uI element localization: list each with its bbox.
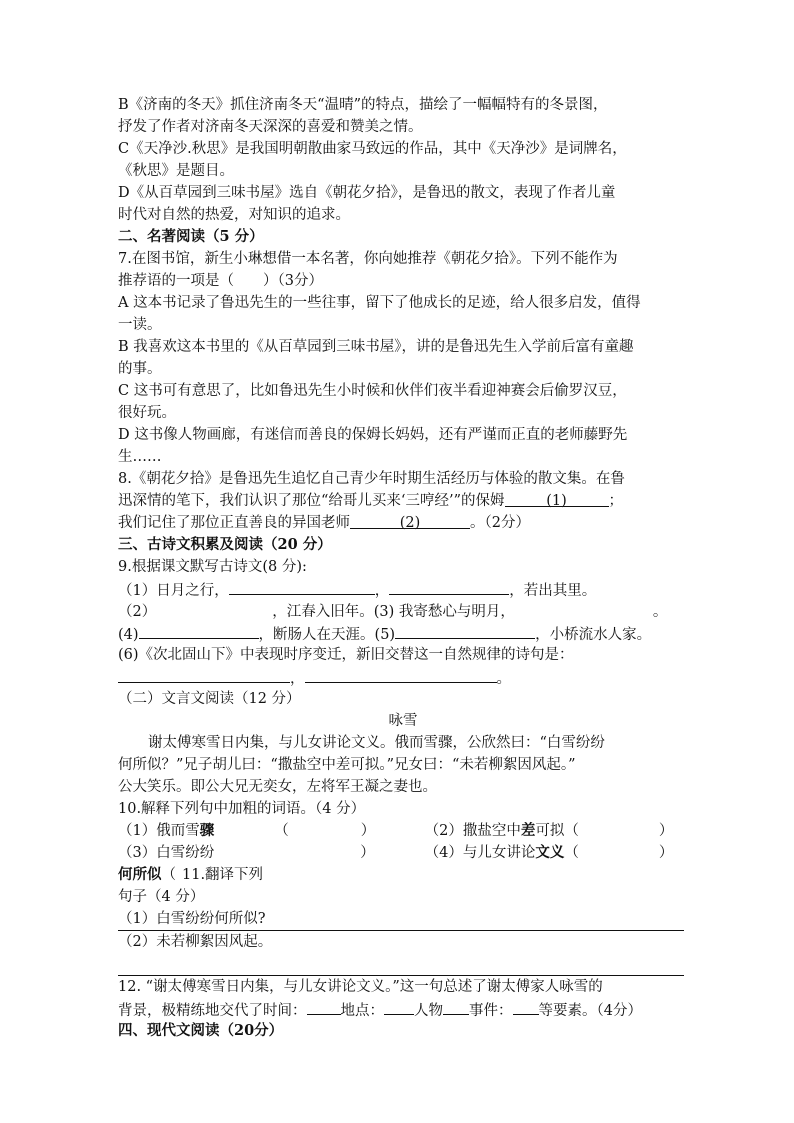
- q12-blank-people[interactable]: [443, 998, 469, 1015]
- q8-blank-2[interactable]: (2): [350, 512, 470, 529]
- q9-blank-3[interactable]: [156, 600, 272, 616]
- section-3-title: 三、古诗文积累及阅读（20 分）: [118, 536, 332, 553]
- q9-blank-6[interactable]: [395, 622, 535, 639]
- q12-blank-time[interactable]: [307, 998, 341, 1015]
- q7-a-line2: 一读。: [118, 317, 162, 333]
- q8-line3: 我们记住了那位正直善良的异国老师 (2) 。（2分）: [118, 512, 688, 534]
- q10-bold-word-4: 文义: [535, 844, 565, 861]
- option-d-line2: 时代对自然的热爱，对知识的追求。: [118, 207, 350, 223]
- q10-bold-word-1: 骤: [199, 822, 215, 839]
- q7-c-line1: C 这书可有意思了，比如鲁迅先生小时候和伙伴们夜半看迎神赛会后偷罗汉豆，: [118, 383, 627, 399]
- exam-page: [118, 94, 688, 1042]
- q11-sentence-2: （2）未若柳絮因风起。: [118, 934, 273, 950]
- q7-c-line2: 很好玩。: [118, 405, 176, 421]
- q11-answer-line[interactable]: [118, 953, 684, 976]
- q10-row1: （1）俄而雪骤 （ ） （2）撒盐空中差可拟（ ）: [118, 822, 674, 839]
- q11-line1: 句子（4 分）: [118, 889, 205, 905]
- q10-row2: （3）白雪纷纷 ） （4）与儿女讲论文义（ ）: [118, 844, 674, 861]
- q9-line1: （1）日月之行， ， ，若出其里。: [118, 578, 688, 600]
- q9-line2: （2） ，江春入旧年。(3) 我寄愁心与明月， 。: [118, 600, 688, 622]
- subsection-2-title: （二）文言文阅读（12 分）: [118, 691, 301, 707]
- q10-title: 10.解释下列句中加粗的词语。（4 分）: [118, 801, 366, 817]
- q8-line2: 迅深情的笔下，我们认识了那位“给哥儿买来‘三哼经’”的保姆 (1) ；: [118, 490, 688, 512]
- q12-line1: 12. “谢太傅寒雪日内集，与儿女讲论文义。”这一句总述了谢太傅家人咏雪的: [118, 979, 603, 995]
- q9-blank-2[interactable]: [389, 578, 509, 595]
- passage-line3: 公大笑乐。即公大兄无奕女，左将军王凝之妻也。: [118, 779, 437, 795]
- passage-line2: 何所似？”兄子胡儿曰：“撒盐空中差可拟。”兄女曰：“未若柳絮因风起。”: [118, 757, 576, 773]
- q12-blank-event[interactable]: [513, 998, 539, 1015]
- q7-a-line1: A 这本书记录了鲁迅先生的一些往事，留下了他成长的足迹，给人很多启发，值得: [118, 295, 641, 311]
- q10-bold-word-3: 何所似: [118, 866, 162, 883]
- section-2-title: 二、名著阅读（5 分）: [118, 228, 264, 245]
- passage-line1: 谢太傅寒雪日内集，与儿女讲论文义。俄而雪骤，公欣然曰：“白雪纷纷: [148, 735, 605, 751]
- q12-line2: 背景，极精练地交代了时间： 地点： 人物 事件： 等要素。（4分）: [118, 998, 688, 1020]
- option-b-line1: B《济南的冬天》抓住济南冬天“温晴”的特点，描绘了一幅幅特有的冬景图，: [118, 97, 608, 113]
- option-c-line2: 《秋思》是题目。: [118, 163, 234, 179]
- section-4-title: 四、现代文阅读（20分）: [118, 1022, 284, 1039]
- q8-line1: 8.《朝花夕拾》是鲁迅先生追忆自己青少年时期生活经历与体验的散文集。在鲁: [118, 471, 625, 487]
- q7-line2: 推荐语的一项是（ ）（3分）: [118, 273, 323, 289]
- q8-blank-1[interactable]: (1): [505, 490, 609, 507]
- q9-line3: (4) ，断肠人在天涯。(5) ，小桥流水人家。: [118, 622, 688, 644]
- q9-blank-4[interactable]: [515, 600, 653, 616]
- option-b-line2: 抒发了作者对济南冬天深深的喜爱和赞美之情。: [118, 119, 423, 135]
- q9-blank-8[interactable]: [305, 666, 497, 683]
- q9-line4: (6)《次北固山下》中表现时序变迁，新旧交替这一自然规律的诗句是：: [118, 647, 574, 663]
- q12-blank-place[interactable]: [384, 998, 414, 1015]
- q9-blank-1[interactable]: [229, 578, 375, 595]
- option-d-line1: D《从百草园到三味书屋》选自《朝花夕拾》，是鲁迅的散文，表现了作者儿童: [118, 185, 616, 201]
- q7-b-line2: 的事。: [118, 361, 162, 377]
- q9-title: 9.根据课文默写古诗文(8 分):: [118, 559, 307, 575]
- q10-bold-word-2: 差: [520, 822, 536, 839]
- q9-line5: ， 。: [118, 666, 688, 688]
- q7-line1: 7.在图书馆，新生小琳想借一本名著，你向她推荐《朝花夕拾》。下列不能作为: [118, 251, 618, 267]
- q7-d-line1: D 这书像人物画廊，有迷信而善良的保姆长妈妈，还有严谨而正直的老师藤野先: [118, 427, 628, 443]
- poem-title: 咏雪: [388, 713, 418, 729]
- q7-d-line2: 生……: [118, 449, 162, 465]
- q11-sentence-1[interactable]: （1）白雪纷纷何所似?: [118, 908, 684, 931]
- option-c-line1: C《天净沙.秋思》是我国明朝散曲家马致远的作品，其中《天净沙》是词牌名，: [118, 141, 627, 157]
- q9-blank-5[interactable]: [139, 622, 259, 639]
- q9-blank-7[interactable]: [118, 666, 290, 683]
- q10-row3: 何所似（ 11.翻译下列: [118, 866, 264, 883]
- q7-b-line1: B 我喜欢这本书里的《从百草园到三味书屋》，讲的是鲁迅先生入学前后富有童趣: [118, 339, 634, 355]
